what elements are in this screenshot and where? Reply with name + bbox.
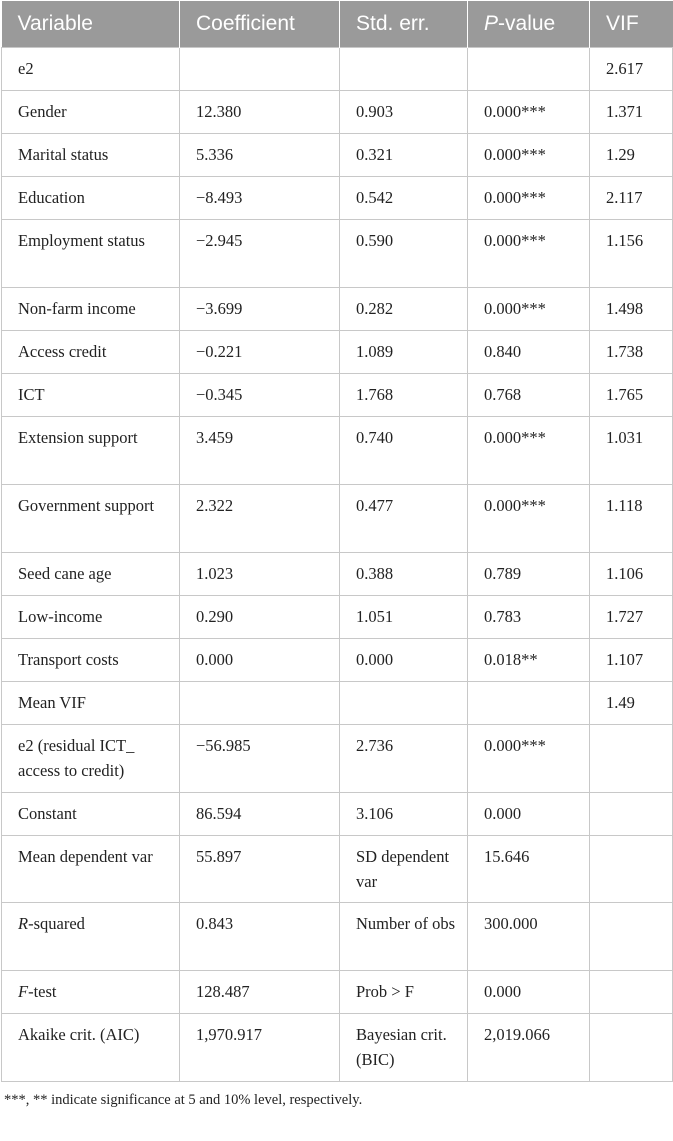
table-row xyxy=(2,485,673,553)
cell-variable: Seed cane age xyxy=(2,553,180,596)
cell-coefficient xyxy=(180,682,340,725)
header-vif: VIF xyxy=(590,1,673,48)
cell-variable-italic: F xyxy=(18,982,29,1001)
cell-std-err: 0.282 xyxy=(340,288,468,331)
table-row xyxy=(2,48,673,91)
cell-p-value: 0.840 xyxy=(468,331,590,374)
header-p-value-italic: P xyxy=(484,12,499,35)
cell-coefficient: 0.843 xyxy=(180,903,340,971)
cell-vif: 1.29 xyxy=(590,134,673,177)
cell-variable: Constant xyxy=(2,793,180,836)
table-row xyxy=(2,682,673,725)
regression-table xyxy=(1,1,673,1082)
table-row xyxy=(2,725,673,793)
cell-variable xyxy=(2,971,180,1014)
cell-p-value: 0.000 xyxy=(468,793,590,836)
cell-std-err: Number of obs xyxy=(340,903,468,971)
table-row xyxy=(2,417,673,485)
cell-variable: Marital status xyxy=(2,134,180,177)
cell-vif xyxy=(590,971,673,1014)
cell-p-value: 0.000 xyxy=(468,971,590,1014)
cell-coefficient: 12.380 xyxy=(180,91,340,134)
cell-std-err: Prob > F xyxy=(340,971,468,1014)
cell-std-err: 0.321 xyxy=(340,134,468,177)
cell-variable: Employment status xyxy=(2,220,180,288)
cell-coefficient: 86.594 xyxy=(180,793,340,836)
cell-p-value: 0.000*** xyxy=(468,485,590,553)
table-row xyxy=(2,288,673,331)
cell-coefficient: −2.945 xyxy=(180,220,340,288)
cell-variable: Extension support xyxy=(2,417,180,485)
cell-p-value: 0.783 xyxy=(468,596,590,639)
cell-variable: Gender xyxy=(2,91,180,134)
table-row xyxy=(2,134,673,177)
cell-p-value: 0.000*** xyxy=(468,288,590,331)
cell-vif xyxy=(590,903,673,971)
cell-p-value: 0.018** xyxy=(468,639,590,682)
cell-std-err: 1.089 xyxy=(340,331,468,374)
cell-std-err: SD dependent var xyxy=(340,836,468,903)
cell-variable: Low-income xyxy=(2,596,180,639)
cell-vif: 2.117 xyxy=(590,177,673,220)
cell-variable-rest: -test xyxy=(28,982,57,1001)
cell-p-value: 0.000*** xyxy=(468,417,590,485)
cell-vif: 1.031 xyxy=(590,417,673,485)
table-row xyxy=(2,836,673,903)
cell-variable: Mean VIF xyxy=(2,682,180,725)
cell-variable-italic: R xyxy=(18,914,29,933)
cell-p-value: 0.789 xyxy=(468,553,590,596)
cell-variable: Transport costs xyxy=(2,639,180,682)
header-coefficient: Coefficient xyxy=(180,1,340,48)
cell-coefficient: 0.000 xyxy=(180,639,340,682)
cell-coefficient: 1,970.917 xyxy=(180,1014,340,1082)
header-variable: Variable xyxy=(2,1,180,48)
table-row xyxy=(2,374,673,417)
table-row xyxy=(2,331,673,374)
table-header-row xyxy=(2,1,673,48)
table-row xyxy=(2,596,673,639)
cell-vif: 1.107 xyxy=(590,639,673,682)
cell-vif xyxy=(590,725,673,793)
header-p-value xyxy=(468,1,590,48)
cell-variable: Akaike crit. (AIC) xyxy=(2,1014,180,1082)
table-row xyxy=(2,91,673,134)
table-row xyxy=(2,177,673,220)
cell-variable: Government support xyxy=(2,485,180,553)
cell-coefficient: −3.699 xyxy=(180,288,340,331)
header-p-value-rest: -value xyxy=(498,12,556,35)
cell-std-err: 1.768 xyxy=(340,374,468,417)
cell-vif: 1.49 xyxy=(590,682,673,725)
table-row xyxy=(2,639,673,682)
regression-table-figure xyxy=(0,1,673,1109)
cell-p-value: 0.000*** xyxy=(468,134,590,177)
cell-p-value: 0.000*** xyxy=(468,91,590,134)
table-row xyxy=(2,220,673,288)
cell-coefficient: 2.322 xyxy=(180,485,340,553)
cell-p-value: 300.000 xyxy=(468,903,590,971)
cell-variable: e2 (residual ICT_ access to credit) xyxy=(2,725,180,793)
cell-std-err: 2.736 xyxy=(340,725,468,793)
cell-variable: e2 xyxy=(2,48,180,91)
cell-std-err: 0.740 xyxy=(340,417,468,485)
cell-vif xyxy=(590,793,673,836)
cell-std-err: 0.590 xyxy=(340,220,468,288)
cell-variable: Education xyxy=(2,177,180,220)
table-row xyxy=(2,793,673,836)
cell-vif xyxy=(590,836,673,903)
cell-vif: 1.106 xyxy=(590,553,673,596)
cell-p-value xyxy=(468,48,590,91)
cell-vif: 1.765 xyxy=(590,374,673,417)
cell-coefficient: 0.290 xyxy=(180,596,340,639)
cell-coefficient xyxy=(180,48,340,91)
cell-vif xyxy=(590,1014,673,1082)
cell-vif: 1.156 xyxy=(590,220,673,288)
cell-coefficient: 3.459 xyxy=(180,417,340,485)
cell-std-err: 0.903 xyxy=(340,91,468,134)
cell-std-err: 0.000 xyxy=(340,639,468,682)
cell-variable: Mean dependent var xyxy=(2,836,180,903)
cell-std-err: 0.388 xyxy=(340,553,468,596)
cell-coefficient: −56.985 xyxy=(180,725,340,793)
cell-std-err: Bayesian crit. (BIC) xyxy=(340,1014,468,1082)
cell-std-err: 0.542 xyxy=(340,177,468,220)
cell-vif: 1.498 xyxy=(590,288,673,331)
cell-coefficient: −8.493 xyxy=(180,177,340,220)
cell-coefficient: 1.023 xyxy=(180,553,340,596)
cell-std-err: 1.051 xyxy=(340,596,468,639)
cell-coefficient: 55.897 xyxy=(180,836,340,903)
cell-std-err: 0.477 xyxy=(340,485,468,553)
cell-variable: Access credit xyxy=(2,331,180,374)
cell-std-err xyxy=(340,682,468,725)
cell-vif: 2.617 xyxy=(590,48,673,91)
cell-p-value: 2,019.066 xyxy=(468,1014,590,1082)
cell-p-value: 0.768 xyxy=(468,374,590,417)
cell-p-value: 0.000*** xyxy=(468,177,590,220)
header-std-err: Std. err. xyxy=(340,1,468,48)
cell-vif: 1.727 xyxy=(590,596,673,639)
cell-std-err: 3.106 xyxy=(340,793,468,836)
table-footnote: ***, ** indicate significance at 5 and 10% level, respectively. xyxy=(4,1092,363,1108)
cell-vif: 1.738 xyxy=(590,331,673,374)
cell-coefficient: −0.221 xyxy=(180,331,340,374)
cell-variable-rest: -squared xyxy=(28,914,85,933)
cell-variable xyxy=(2,903,180,971)
table-body xyxy=(2,48,673,1082)
cell-std-err xyxy=(340,48,468,91)
cell-p-value: 0.000*** xyxy=(468,725,590,793)
table-row xyxy=(2,903,673,971)
cell-p-value xyxy=(468,682,590,725)
cell-variable: ICT xyxy=(2,374,180,417)
cell-coefficient: −0.345 xyxy=(180,374,340,417)
cell-coefficient: 5.336 xyxy=(180,134,340,177)
table-row xyxy=(2,1014,673,1082)
cell-variable: Non-farm income xyxy=(2,288,180,331)
cell-p-value: 15.646 xyxy=(468,836,590,903)
table-row xyxy=(2,553,673,596)
cell-coefficient: 128.487 xyxy=(180,971,340,1014)
table-row xyxy=(2,971,673,1014)
cell-p-value: 0.000*** xyxy=(468,220,590,288)
cell-vif: 1.118 xyxy=(590,485,673,553)
cell-vif: 1.371 xyxy=(590,91,673,134)
